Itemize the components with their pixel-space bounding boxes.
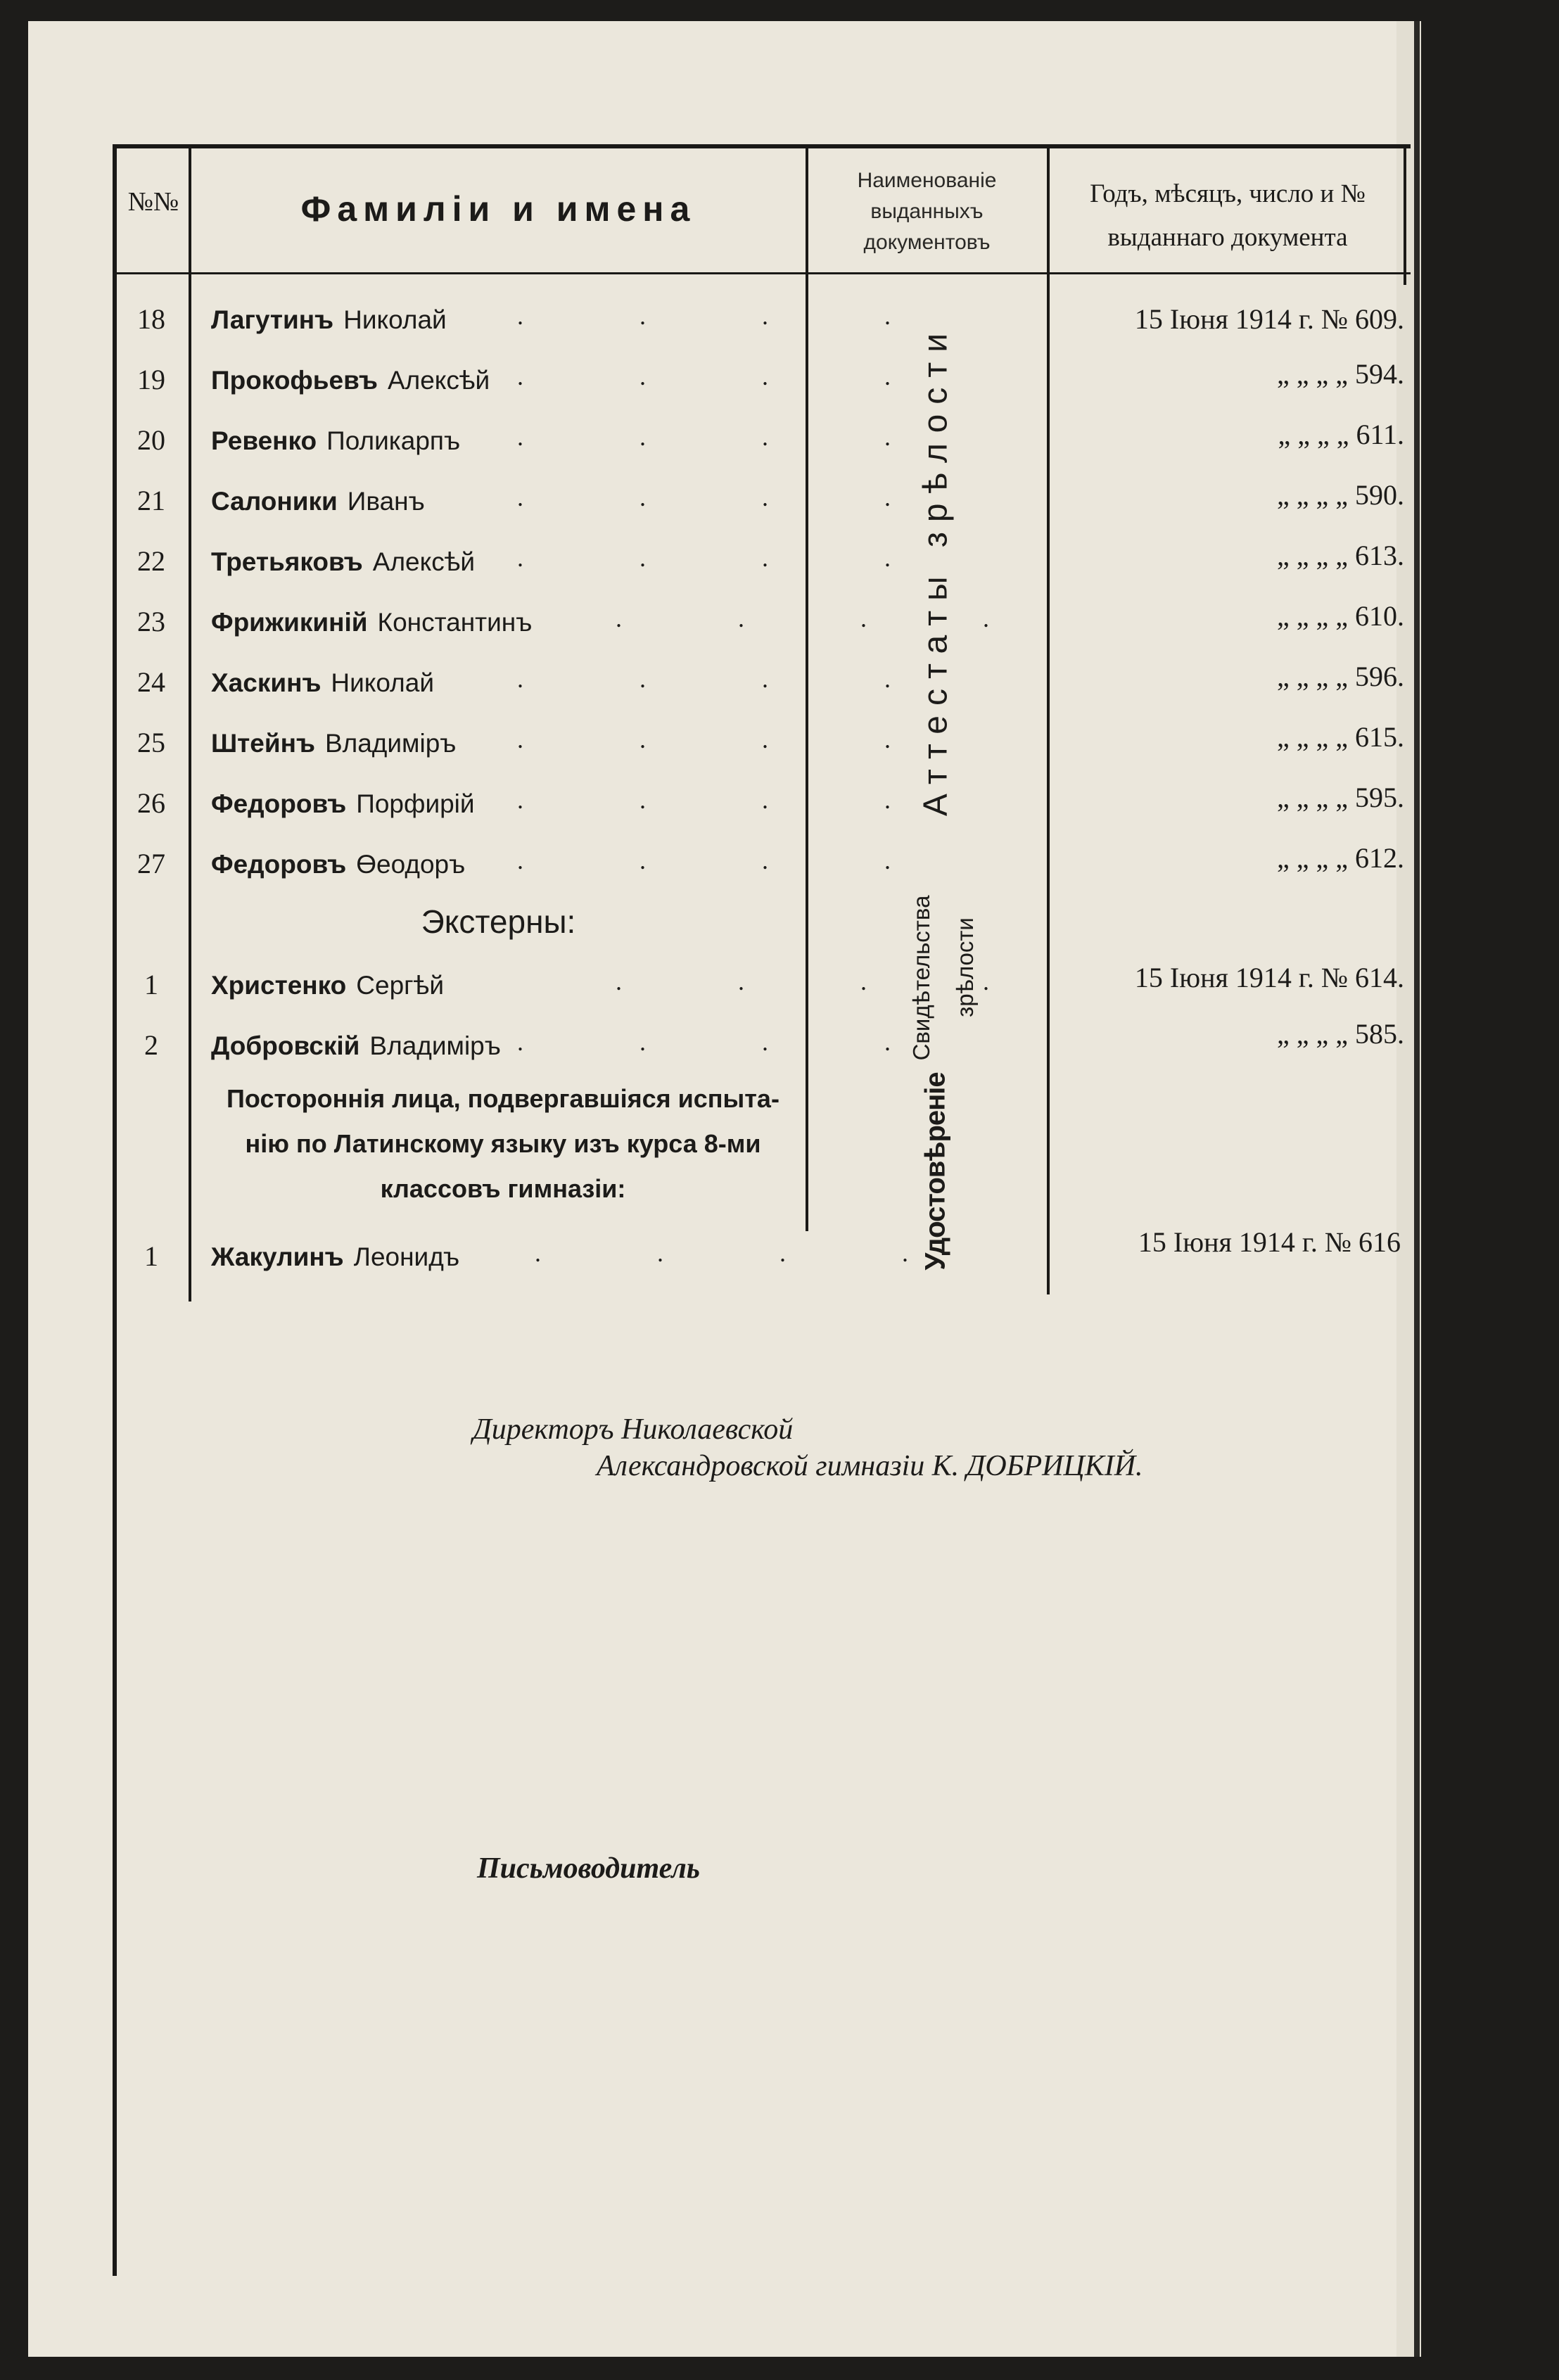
row-number: 18 <box>137 303 165 335</box>
row-number: 22 <box>137 545 165 577</box>
row-number: 19 <box>137 364 165 395</box>
row-name: Ревенко Поликарпъ <box>211 426 461 455</box>
row-name: Федоровъ Өеодоръ <box>211 850 466 879</box>
row-name: Прокофьевъ Алексѣй <box>211 366 490 395</box>
header-col-docs: Наименованiе выданныхъ документовъ <box>857 169 997 254</box>
row-document: „ „ „ „ 595. <box>1276 782 1404 813</box>
outsiders-heading-line: классовъ гимназiи: <box>380 1174 626 1203</box>
row-leader-dots: . . . . <box>517 665 946 693</box>
row-leader-dots: . . . . <box>535 1239 963 1267</box>
row-number: 27 <box>137 848 165 879</box>
row-name: Третьяковъ Алексѣй <box>211 547 476 576</box>
row-number: 23 <box>137 606 165 637</box>
row-number: 25 <box>137 727 165 758</box>
externs-heading: Экстерны: <box>421 903 576 940</box>
row-document: „ „ „ „ 611. <box>1278 419 1404 450</box>
label-udostoverenie: Удостовѣренiе <box>920 1072 951 1271</box>
extern-document: „ „ „ „ 585. <box>1276 1018 1404 1050</box>
outsiders-heading-line: Постороннiя лица, подвергавшiяся испыта- <box>227 1084 780 1113</box>
label-attestaty: Аттестаты зрѣлости <box>917 323 955 817</box>
paper-fold-shadow <box>1414 21 1420 2357</box>
row-leader-dots: . . . . <box>517 423 946 451</box>
row-leader-dots: . . . . <box>517 725 946 753</box>
extern-document: 15 Iюня 1914 г. № 614. <box>1134 962 1404 993</box>
row-name: Федоровъ Порфирiй <box>211 789 475 818</box>
outsider-number: 1 <box>144 1240 158 1272</box>
director-signature-line1: Директоръ Николаевской <box>473 1413 794 1446</box>
row-document: „ „ „ „ 590. <box>1276 479 1404 511</box>
outsiders-heading <box>204 1076 802 1211</box>
outsider-name: Жакулинъ Леонидъ <box>211 1242 460 1271</box>
row-name: Лагутинъ Николай <box>211 305 447 334</box>
row-name: Штейнъ Владимiръ <box>211 729 457 758</box>
header-col-names: Фамилiи и имена <box>300 189 696 229</box>
row-leader-dots: . . . . <box>517 483 946 511</box>
extern-number: 1 <box>144 969 158 1000</box>
row-leader-dots: . . . . <box>517 846 946 874</box>
row-number: 24 <box>137 666 165 698</box>
label-svidetelstva-line2: зрѣлости <box>952 917 978 1017</box>
row-leader-dots: . . . . <box>616 604 1044 632</box>
row-document: „ „ „ „ 596. <box>1276 661 1404 692</box>
row-document: 15 Iюня 1914 г. № 609. <box>1134 303 1404 335</box>
clerk-signature: Письмоводитель <box>477 1852 700 1885</box>
row-document: „ „ „ „ 612. <box>1276 842 1404 874</box>
row-number: 26 <box>137 787 165 819</box>
header-col-date: Годъ, мѣсяцъ, число и № выданнаго документа <box>1090 179 1366 252</box>
table-top-border <box>113 144 1411 148</box>
row-document: „ „ „ „ 594. <box>1276 358 1404 390</box>
row-document: „ „ „ „ 613. <box>1276 540 1404 571</box>
director-signature-line2: Александровской гимназiи К. ДОБРИЦКIЙ. <box>597 1450 1143 1482</box>
table-right-border <box>1404 144 1406 285</box>
row-leader-dots: . . . . <box>517 786 946 814</box>
row-name: Фрижикиній Константинъ <box>211 608 533 637</box>
row-leader-dots: . . . . <box>517 302 946 330</box>
row-name: Салоники Иванъ <box>211 487 425 516</box>
outsider-document: 15 Iюня 1914 г. № 616 <box>1138 1226 1401 1258</box>
row-leader-dots: . . . . <box>517 544 946 572</box>
label-svidetelstva-line1: Свидѣтельства <box>908 895 934 1061</box>
row-leader-dots: . . . . <box>517 1028 946 1056</box>
row-number: 21 <box>137 485 165 516</box>
row-document: „ „ „ „ 610. <box>1276 600 1404 632</box>
row-document: „ „ „ „ 615. <box>1276 721 1404 753</box>
extern-number: 2 <box>144 1029 158 1061</box>
row-leader-dots: . . . . <box>616 967 1044 995</box>
row-leader-dots: . . . . <box>517 362 946 390</box>
outsiders-heading-line: нiю по Латинскому языку изъ курса 8-ми <box>245 1129 761 1158</box>
header-col-no: №№ <box>127 187 179 217</box>
row-number: 20 <box>137 424 165 456</box>
table-left-border <box>113 144 117 2276</box>
table-header-bottom-border <box>113 272 1411 274</box>
extern-name: Добровскiй Владимiръ <box>211 1031 501 1060</box>
row-name: Хаскинъ Николай <box>211 668 435 697</box>
extern-name: Христенко Сергѣй <box>211 971 444 1000</box>
